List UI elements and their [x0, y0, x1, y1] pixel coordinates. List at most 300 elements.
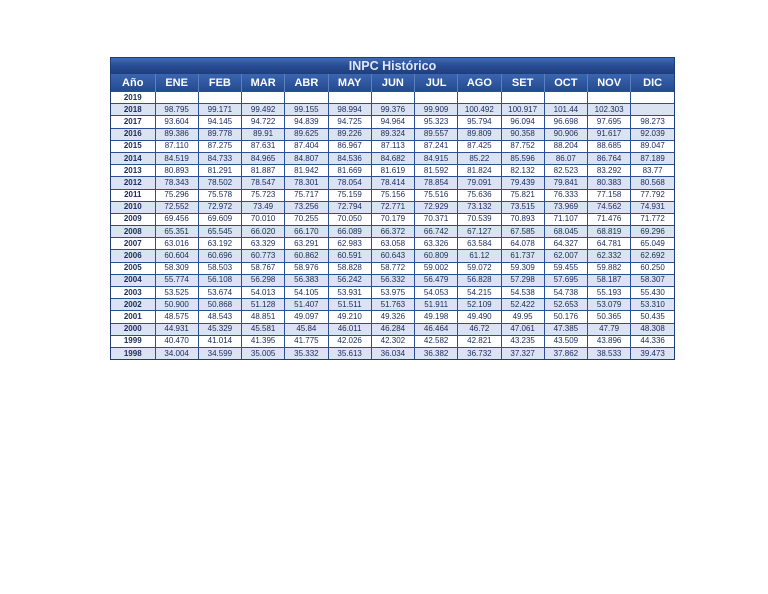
table-row — [111, 347, 674, 359]
value-cell: 74.931 — [631, 201, 674, 213]
value-cell: 99.909 — [415, 104, 458, 116]
value-cell: 43.896 — [588, 335, 631, 347]
value-cell: 58.828 — [328, 262, 371, 274]
value-cell: 89.625 — [285, 128, 328, 140]
value-cell: 88.685 — [588, 140, 631, 152]
value-cell: 90.358 — [501, 128, 544, 140]
value-cell — [544, 92, 587, 104]
value-cell: 79.841 — [544, 177, 587, 189]
value-cell: 94.725 — [328, 116, 371, 128]
value-cell — [285, 92, 328, 104]
value-cell — [155, 92, 198, 104]
value-cell: 75.821 — [501, 189, 544, 201]
value-cell: 39.473 — [631, 347, 674, 359]
value-cell: 60.773 — [242, 250, 285, 262]
table-row — [111, 262, 674, 274]
value-cell: 70.010 — [242, 213, 285, 225]
value-cell: 94.964 — [371, 116, 414, 128]
value-cell: 78.054 — [328, 177, 371, 189]
value-cell: 82.523 — [544, 165, 587, 177]
value-cell: 55.193 — [588, 287, 631, 299]
value-cell: 75.296 — [155, 189, 198, 201]
value-cell: 64.781 — [588, 238, 631, 250]
value-cell: 48.575 — [155, 311, 198, 323]
column-header-dic: DIC — [631, 74, 674, 92]
value-cell: 58.767 — [242, 262, 285, 274]
value-cell — [458, 92, 501, 104]
value-cell: 51.911 — [415, 299, 458, 311]
value-cell: 87.241 — [415, 140, 458, 152]
value-cell: 64.078 — [501, 238, 544, 250]
table-row — [111, 177, 674, 189]
value-cell: 55.430 — [631, 287, 674, 299]
value-cell: 48.851 — [242, 311, 285, 323]
value-cell: 73.256 — [285, 201, 328, 213]
value-cell: 84.733 — [198, 152, 241, 164]
table-row — [111, 92, 674, 104]
value-cell: 78.343 — [155, 177, 198, 189]
value-cell: 54.053 — [415, 287, 458, 299]
value-cell: 56.479 — [415, 274, 458, 286]
value-cell: 83.77 — [631, 165, 674, 177]
value-cell — [631, 92, 674, 104]
value-cell: 42.026 — [328, 335, 371, 347]
column-header-mar: MAR — [242, 74, 285, 92]
value-cell: 84.965 — [242, 152, 285, 164]
year-cell: 1999 — [111, 335, 155, 347]
value-cell: 34.004 — [155, 347, 198, 359]
value-cell: 63.058 — [371, 238, 414, 250]
value-cell: 44.931 — [155, 323, 198, 335]
value-cell: 60.862 — [285, 250, 328, 262]
value-cell: 51.511 — [328, 299, 371, 311]
value-cell: 88.204 — [544, 140, 587, 152]
value-cell: 45.329 — [198, 323, 241, 335]
value-cell: 47.385 — [544, 323, 587, 335]
value-cell: 62.332 — [588, 250, 631, 262]
value-cell: 72.929 — [415, 201, 458, 213]
value-cell: 54.738 — [544, 287, 587, 299]
value-cell: 63.584 — [458, 238, 501, 250]
value-cell: 67.127 — [458, 226, 501, 238]
year-cell: 2008 — [111, 226, 155, 238]
value-cell: 49.210 — [328, 311, 371, 323]
value-cell: 60.591 — [328, 250, 371, 262]
value-cell: 87.110 — [155, 140, 198, 152]
value-cell: 43.509 — [544, 335, 587, 347]
value-cell: 63.192 — [198, 238, 241, 250]
value-cell: 70.893 — [501, 213, 544, 225]
year-cell: 1998 — [111, 347, 155, 359]
value-cell: 53.525 — [155, 287, 198, 299]
table-title: INPC Histórico — [111, 58, 674, 74]
value-cell: 65.351 — [155, 226, 198, 238]
value-cell: 101.44 — [544, 104, 587, 116]
value-cell: 56.298 — [242, 274, 285, 286]
table-row — [111, 287, 674, 299]
value-cell: 66.089 — [328, 226, 371, 238]
value-cell: 57.695 — [544, 274, 587, 286]
value-cell: 73.969 — [544, 201, 587, 213]
year-cell: 2012 — [111, 177, 155, 189]
value-cell: 56.828 — [458, 274, 501, 286]
value-cell: 42.821 — [458, 335, 501, 347]
value-cell: 66.372 — [371, 226, 414, 238]
value-cell: 51.407 — [285, 299, 328, 311]
value-cell: 65.545 — [198, 226, 241, 238]
column-header-set: SET — [501, 74, 544, 92]
value-cell: 95.323 — [415, 116, 458, 128]
value-cell: 98.273 — [631, 116, 674, 128]
value-cell: 50.868 — [198, 299, 241, 311]
value-cell: 89.91 — [242, 128, 285, 140]
value-cell: 97.695 — [588, 116, 631, 128]
value-cell: 37.862 — [544, 347, 587, 359]
value-cell: 71.772 — [631, 213, 674, 225]
value-cell: 75.159 — [328, 189, 371, 201]
value-cell: 73.515 — [501, 201, 544, 213]
year-cell: 2002 — [111, 299, 155, 311]
value-cell: 49.490 — [458, 311, 501, 323]
year-cell: 2003 — [111, 287, 155, 299]
value-cell: 74.562 — [588, 201, 631, 213]
year-cell: 2018 — [111, 104, 155, 116]
value-cell: 54.538 — [501, 287, 544, 299]
value-cell: 94.839 — [285, 116, 328, 128]
year-cell: 2017 — [111, 116, 155, 128]
value-cell: 98.795 — [155, 104, 198, 116]
value-cell: 80.568 — [631, 177, 674, 189]
value-cell: 62.983 — [328, 238, 371, 250]
value-cell: 69.456 — [155, 213, 198, 225]
value-cell: 89.324 — [371, 128, 414, 140]
value-cell: 48.308 — [631, 323, 674, 335]
value-cell: 35.005 — [242, 347, 285, 359]
value-cell: 100.492 — [458, 104, 501, 116]
value-cell: 62.007 — [544, 250, 587, 262]
value-cell: 50.176 — [544, 311, 587, 323]
value-cell: 72.972 — [198, 201, 241, 213]
value-cell: 81.669 — [328, 165, 371, 177]
value-cell: 68.819 — [588, 226, 631, 238]
value-cell: 86.764 — [588, 152, 631, 164]
value-cell: 46.464 — [415, 323, 458, 335]
value-cell: 70.179 — [371, 213, 414, 225]
value-cell: 76.333 — [544, 189, 587, 201]
year-cell: 2019 — [111, 92, 155, 104]
value-cell: 53.975 — [371, 287, 414, 299]
value-cell: 87.752 — [501, 140, 544, 152]
value-cell: 52.109 — [458, 299, 501, 311]
value-cell: 49.95 — [501, 311, 544, 323]
value-cell: 84.807 — [285, 152, 328, 164]
value-cell — [415, 92, 458, 104]
value-cell — [631, 104, 674, 116]
column-header-oct: OCT — [544, 74, 587, 92]
value-cell: 46.72 — [458, 323, 501, 335]
value-cell: 61.737 — [501, 250, 544, 262]
value-cell: 66.170 — [285, 226, 328, 238]
value-cell: 51.763 — [371, 299, 414, 311]
column-header-feb: FEB — [198, 74, 241, 92]
value-cell: 52.653 — [544, 299, 587, 311]
value-cell: 35.332 — [285, 347, 328, 359]
column-header-abr: ABR — [285, 74, 328, 92]
value-cell: 35.613 — [328, 347, 371, 359]
value-cell: 71.107 — [544, 213, 587, 225]
value-cell: 42.302 — [371, 335, 414, 347]
value-cell: 89.557 — [415, 128, 458, 140]
value-cell: 81.619 — [371, 165, 414, 177]
value-cell: 69.609 — [198, 213, 241, 225]
value-cell: 98.994 — [328, 104, 371, 116]
value-cell: 59.309 — [501, 262, 544, 274]
year-cell: 2000 — [111, 323, 155, 335]
value-cell: 83.292 — [588, 165, 631, 177]
value-cell: 36.732 — [458, 347, 501, 359]
value-cell: 49.097 — [285, 311, 328, 323]
value-cell: 73.132 — [458, 201, 501, 213]
value-cell: 63.016 — [155, 238, 198, 250]
value-cell: 81.942 — [285, 165, 328, 177]
value-cell: 54.013 — [242, 287, 285, 299]
value-cell: 94.145 — [198, 116, 241, 128]
table-row — [111, 226, 674, 238]
column-header-ene: ENE — [155, 74, 198, 92]
value-cell: 59.455 — [544, 262, 587, 274]
value-cell: 60.250 — [631, 262, 674, 274]
year-cell: 2010 — [111, 201, 155, 213]
value-cell — [501, 92, 544, 104]
value-cell: 75.156 — [371, 189, 414, 201]
value-cell: 59.072 — [458, 262, 501, 274]
table-row — [111, 104, 674, 116]
value-cell: 48.543 — [198, 311, 241, 323]
value-cell: 75.516 — [415, 189, 458, 201]
value-cell: 49.326 — [371, 311, 414, 323]
value-cell: 82.132 — [501, 165, 544, 177]
value-cell: 47.79 — [588, 323, 631, 335]
value-cell: 60.604 — [155, 250, 198, 262]
value-cell: 41.775 — [285, 335, 328, 347]
table-row — [111, 128, 674, 140]
value-cell: 63.329 — [242, 238, 285, 250]
year-cell: 2009 — [111, 213, 155, 225]
value-cell: 90.906 — [544, 128, 587, 140]
value-cell: 89.386 — [155, 128, 198, 140]
value-cell: 59.882 — [588, 262, 631, 274]
value-cell: 68.045 — [544, 226, 587, 238]
value-cell — [588, 92, 631, 104]
value-cell: 87.275 — [198, 140, 241, 152]
value-cell: 66.742 — [415, 226, 458, 238]
value-cell: 75.578 — [198, 189, 241, 201]
value-cell — [198, 92, 241, 104]
value-cell: 78.502 — [198, 177, 241, 189]
value-cell: 72.552 — [155, 201, 198, 213]
year-cell: 2006 — [111, 250, 155, 262]
value-cell: 75.636 — [458, 189, 501, 201]
value-cell: 85.596 — [501, 152, 544, 164]
value-cell: 53.931 — [328, 287, 371, 299]
value-cell: 89.778 — [198, 128, 241, 140]
column-header-jun: JUN — [371, 74, 414, 92]
value-cell: 96.698 — [544, 116, 587, 128]
inpc-table-panel — [110, 57, 675, 360]
value-cell: 46.284 — [371, 323, 414, 335]
value-cell: 54.215 — [458, 287, 501, 299]
value-cell: 53.674 — [198, 287, 241, 299]
value-cell: 50.365 — [588, 311, 631, 323]
table-row — [111, 299, 674, 311]
value-cell: 89.226 — [328, 128, 371, 140]
year-cell: 2005 — [111, 262, 155, 274]
value-cell: 54.105 — [285, 287, 328, 299]
value-cell: 55.774 — [155, 274, 198, 286]
value-cell: 45.84 — [285, 323, 328, 335]
value-cell: 81.291 — [198, 165, 241, 177]
value-cell: 60.643 — [371, 250, 414, 262]
value-cell: 57.298 — [501, 274, 544, 286]
value-cell: 41.014 — [198, 335, 241, 347]
value-cell: 42.582 — [415, 335, 458, 347]
value-cell: 84.536 — [328, 152, 371, 164]
value-cell: 84.915 — [415, 152, 458, 164]
value-cell: 46.011 — [328, 323, 371, 335]
value-cell: 87.631 — [242, 140, 285, 152]
year-cell: 2013 — [111, 165, 155, 177]
value-cell: 37.327 — [501, 347, 544, 359]
inpc-table — [111, 74, 674, 359]
table-row — [111, 165, 674, 177]
column-header-year: Año — [111, 74, 155, 92]
value-cell: 64.327 — [544, 238, 587, 250]
value-cell — [328, 92, 371, 104]
value-cell: 99.155 — [285, 104, 328, 116]
value-cell: 78.414 — [371, 177, 414, 189]
value-cell: 86.967 — [328, 140, 371, 152]
value-cell: 89.809 — [458, 128, 501, 140]
value-cell: 50.435 — [631, 311, 674, 323]
value-cell: 72.794 — [328, 201, 371, 213]
value-cell: 96.094 — [501, 116, 544, 128]
value-cell: 60.809 — [415, 250, 458, 262]
value-cell: 93.604 — [155, 116, 198, 128]
value-cell: 61.12 — [458, 250, 501, 262]
value-cell: 56.332 — [371, 274, 414, 286]
year-cell: 2011 — [111, 189, 155, 201]
value-cell: 69.296 — [631, 226, 674, 238]
value-cell: 78.547 — [242, 177, 285, 189]
value-cell: 85.22 — [458, 152, 501, 164]
value-cell: 62.692 — [631, 250, 674, 262]
column-header-jul: JUL — [415, 74, 458, 92]
value-cell: 36.034 — [371, 347, 414, 359]
value-cell: 81.824 — [458, 165, 501, 177]
column-header-may: MAY — [328, 74, 371, 92]
value-cell: 66.020 — [242, 226, 285, 238]
value-cell: 50.900 — [155, 299, 198, 311]
column-header-ago: AGO — [458, 74, 501, 92]
value-cell: 49.198 — [415, 311, 458, 323]
year-cell: 2004 — [111, 274, 155, 286]
value-cell: 92.039 — [631, 128, 674, 140]
value-cell: 56.383 — [285, 274, 328, 286]
table-row — [111, 152, 674, 164]
table-body — [111, 92, 674, 360]
value-cell: 99.376 — [371, 104, 414, 116]
value-cell: 58.307 — [631, 274, 674, 286]
value-cell: 51.128 — [242, 299, 285, 311]
column-header-nov: NOV — [588, 74, 631, 92]
value-cell: 58.503 — [198, 262, 241, 274]
value-cell: 63.326 — [415, 238, 458, 250]
value-cell: 78.301 — [285, 177, 328, 189]
value-cell: 67.585 — [501, 226, 544, 238]
table-row — [111, 311, 674, 323]
value-cell: 86.07 — [544, 152, 587, 164]
value-cell: 53.310 — [631, 299, 674, 311]
value-cell: 87.113 — [371, 140, 414, 152]
value-cell: 53.079 — [588, 299, 631, 311]
value-cell: 38.533 — [588, 347, 631, 359]
table-row — [111, 213, 674, 225]
value-cell: 70.539 — [458, 213, 501, 225]
value-cell: 47.061 — [501, 323, 544, 335]
value-cell: 52.422 — [501, 299, 544, 311]
value-cell: 72.771 — [371, 201, 414, 213]
year-cell: 2007 — [111, 238, 155, 250]
value-cell: 45.581 — [242, 323, 285, 335]
value-cell — [371, 92, 414, 104]
value-cell: 89.047 — [631, 140, 674, 152]
value-cell: 70.255 — [285, 213, 328, 225]
year-cell: 2001 — [111, 311, 155, 323]
value-cell: 70.371 — [415, 213, 458, 225]
value-cell: 56.108 — [198, 274, 241, 286]
value-cell: 34.599 — [198, 347, 241, 359]
year-cell: 2015 — [111, 140, 155, 152]
value-cell: 102.303 — [588, 104, 631, 116]
value-cell: 87.404 — [285, 140, 328, 152]
value-cell: 87.425 — [458, 140, 501, 152]
value-cell: 78.854 — [415, 177, 458, 189]
value-cell: 58.976 — [285, 262, 328, 274]
value-cell: 70.050 — [328, 213, 371, 225]
value-cell: 84.519 — [155, 152, 198, 164]
value-cell: 63.291 — [285, 238, 328, 250]
value-cell: 95.794 — [458, 116, 501, 128]
value-cell: 71.476 — [588, 213, 631, 225]
value-cell: 77.158 — [588, 189, 631, 201]
value-cell: 77.792 — [631, 189, 674, 201]
value-cell: 100.917 — [501, 104, 544, 116]
value-cell: 79.091 — [458, 177, 501, 189]
value-cell: 56.242 — [328, 274, 371, 286]
value-cell: 60.696 — [198, 250, 241, 262]
value-cell: 65.049 — [631, 238, 674, 250]
value-cell: 44.336 — [631, 335, 674, 347]
value-cell: 73.49 — [242, 201, 285, 213]
value-cell: 87.189 — [631, 152, 674, 164]
year-cell: 2014 — [111, 152, 155, 164]
year-cell: 2016 — [111, 128, 155, 140]
value-cell: 81.592 — [415, 165, 458, 177]
value-cell: 80.383 — [588, 177, 631, 189]
value-cell: 99.171 — [198, 104, 241, 116]
header-row — [111, 74, 674, 92]
value-cell: 99.492 — [242, 104, 285, 116]
